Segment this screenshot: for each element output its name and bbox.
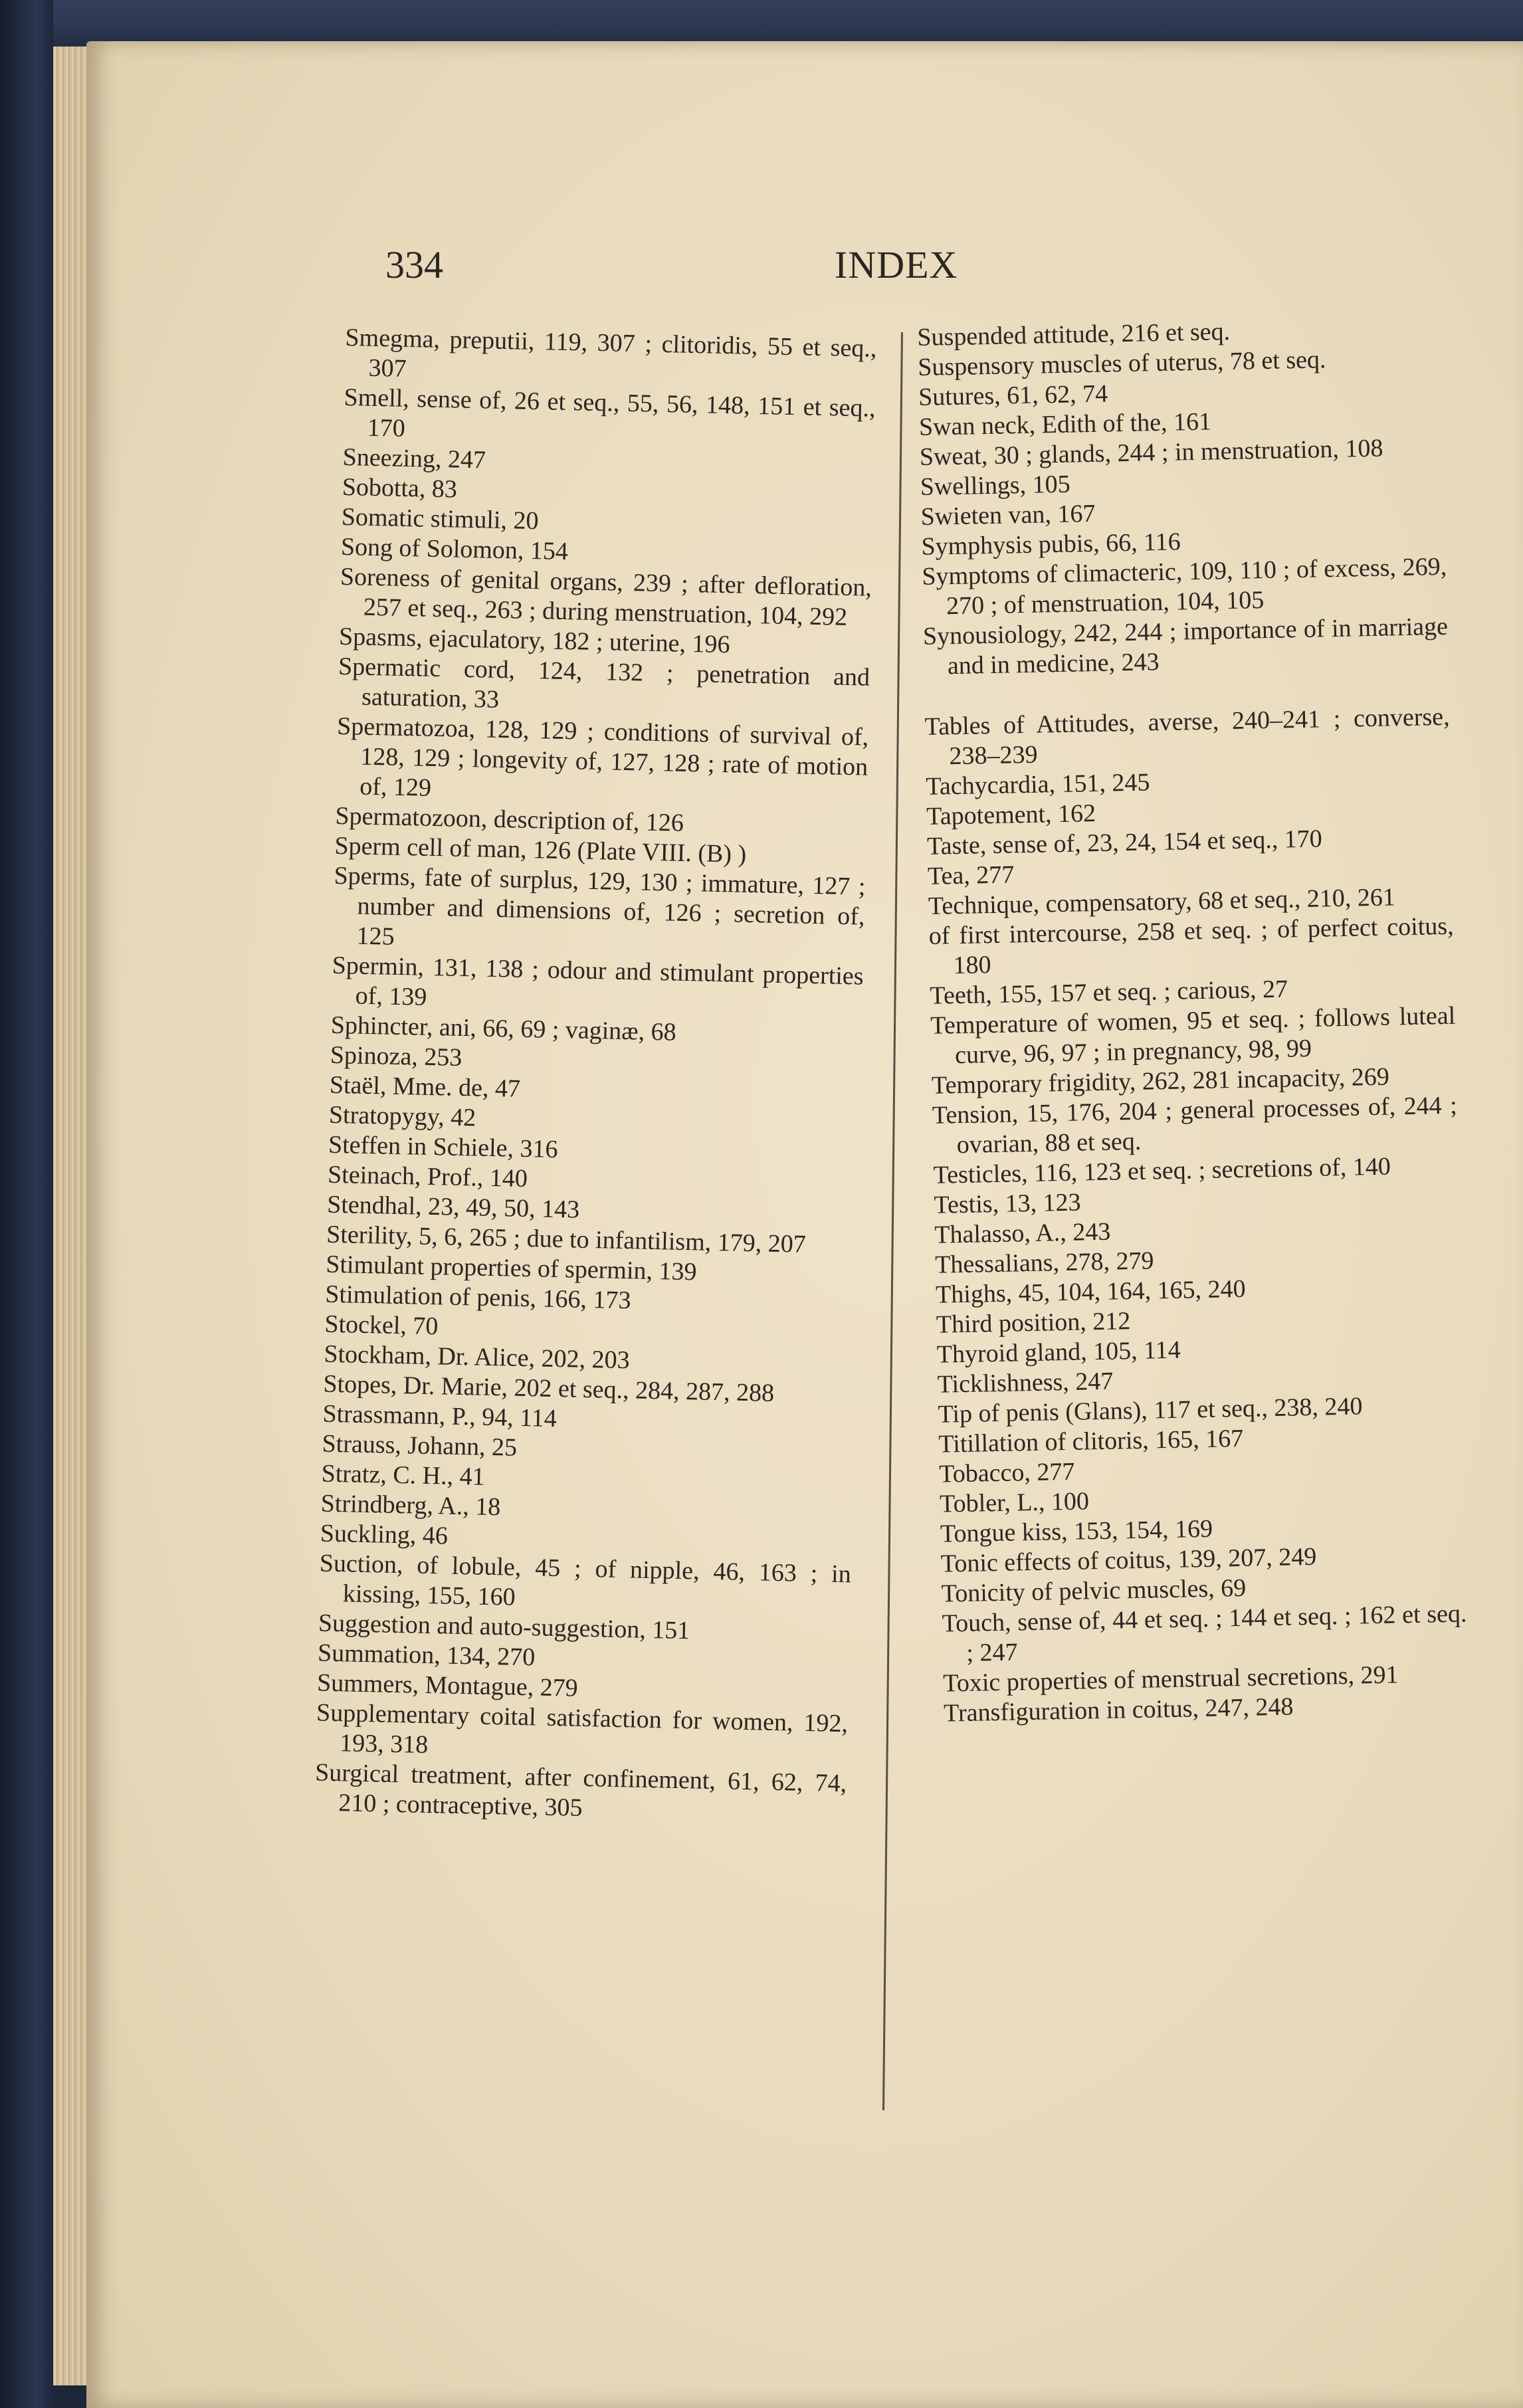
index-entry: Staël, Mme. de, 47 — [329, 1070, 521, 1103]
index-column-right — [917, 313, 1469, 1729]
index-entry: Smegma, preputii, 119, 307 ; clitoridis, 55 et seq., 307 — [345, 323, 877, 383]
index-entry: Strassmann, P., 94, 114 — [322, 1399, 558, 1433]
index-entry: Tapotement, 162 — [926, 799, 1096, 831]
index-entry: Strauss, Johann, 25 — [322, 1429, 518, 1462]
index-entry: Teeth, 155, 157 et seq. ; carious, 27 — [930, 975, 1288, 1010]
index-entry: Strindberg, A., 18 — [320, 1489, 501, 1522]
index-entry: Spermatozoa, 128, 129 ; conditions of survival of, 128, 129 ; longevity of, 127, 128 ; rate of motion of, 129 — [336, 712, 869, 802]
index-entry: Titillation of clitoris, 165, 167 — [938, 1424, 1244, 1458]
index-entry: Stimulant properties of spermin, 139 — [325, 1250, 697, 1286]
index-entry: Steffen in Schiele, 316 — [328, 1130, 558, 1163]
index-entry: Swellings, 105 — [920, 470, 1071, 501]
index-entry: Stockel, 70 — [324, 1310, 439, 1341]
index-entry: Synousiology, 242, 244 ; importance of in marriage and in medicine, 243 — [922, 612, 1449, 680]
index-entry: Spermin, 131, 138 ; odour and stimulant properties of, 139 — [332, 951, 864, 1011]
index-entry: Toxic properties of menstrual secretions, 291 — [942, 1660, 1399, 1698]
index-entry: Tonic effects of coitus, 139, 207, 249 — [940, 1542, 1317, 1578]
index-entry: Tachycardia, 151, 245 — [925, 768, 1150, 801]
index-entry: Sweat, 30 ; glands, 244 ; in menstruation, 108 — [919, 434, 1383, 471]
index-entry: Suggestion and auto-suggestion, 151 — [318, 1609, 690, 1645]
index-entry: Sperms, fate of surplus, 129, 130 ; immature, 127 ; number and dimensions of, 126 ; secretion of, 125 — [334, 861, 866, 951]
index-entry: Smell, sense of, 26 et seq., 55, 56, 148, 151 et seq., 170 — [344, 383, 876, 443]
index-entry: Tension, 15, 176, 204 ; general processes of, 244 ; ovarian, 88 et seq. — [932, 1091, 1458, 1159]
index-entry: Thyroid gland, 105, 114 — [936, 1336, 1181, 1369]
index-entry: Stimulation of penis, 166, 173 — [324, 1280, 631, 1315]
index-entry: Stendhal, 23, 49, 50, 143 — [326, 1190, 580, 1224]
index-entry: Somatic stimuli, 20 — [341, 502, 539, 536]
book-spine-edge — [0, 0, 53, 2408]
index-entry: Tea, 277 — [927, 860, 1015, 890]
index-entry: Supplementary coital satisfaction for women, 192, 193, 318 — [316, 1698, 849, 1759]
index-entry: Spinoza, 253 — [330, 1041, 462, 1072]
index-entry: Tip of penis (Glans), 117 et seq., 238, 240 — [938, 1392, 1363, 1429]
index-entry: Sphincter, ani, 66, 69 ; vaginæ, 68 — [330, 1011, 677, 1047]
index-entry: Song of Solomon, 154 — [340, 532, 569, 566]
index-entry: Steinach, Prof., 140 — [327, 1160, 528, 1193]
index-entry: Spermatic cord, 124, 132 ; penetration and saturation, 33 — [338, 652, 870, 714]
index-entry: Technique, compensatory, 68 et seq., 210, 261 — [928, 883, 1396, 920]
index-entry: Suction, of lobule, 45 ; of nipple, 46, 163 ; in kissing, 155, 160 — [319, 1549, 852, 1611]
index-entry: Third position, 212 — [936, 1307, 1131, 1339]
index-entry: Stopes, Dr. Marie, 202 et seq., 284, 287, 288 — [323, 1369, 775, 1407]
index-entry: Thighs, 45, 104, 164, 165, 240 — [935, 1274, 1246, 1309]
index-entry: Symptoms of climacteric, 109, 110 ; of excess, 269, 270 ; of menstruation, 104, 105 — [921, 552, 1447, 621]
index-entry: Thalasso, A., 243 — [934, 1217, 1111, 1249]
index-entry: Suckling, 46 — [320, 1519, 449, 1550]
index-entry: Swan neck, Edith of the, 161 — [918, 407, 1212, 441]
index-entry: Thessalians, 278, 279 — [934, 1247, 1154, 1279]
index-entry: Swieten van, 167 — [920, 499, 1096, 531]
index-entry: of first intercourse, 258 et seq. ; of perfect coitus, 180 — [928, 912, 1454, 980]
index-entry: Stratz, C. H., 41 — [321, 1459, 486, 1491]
index-entry: Sutures, 61, 62, 74 — [918, 379, 1108, 411]
index-entry: Summation, 134, 270 — [317, 1639, 536, 1672]
index-entry: Suspensory muscles of uterus, 78 et seq. — [917, 346, 1326, 381]
index-entry: Testis, 13, 123 — [934, 1188, 1081, 1219]
index-entry: Surgical treatment, after confinement, 61, 62, 74, 210 ; contraceptive, 305 — [314, 1758, 847, 1822]
index-entry: Stockham, Dr. Alice, 202, 203 — [324, 1340, 631, 1375]
index-entry: Summers, Montague, 279 — [316, 1668, 579, 1702]
index-entry: Ticklishness, 247 — [937, 1367, 1114, 1399]
running-head: INDEX — [835, 243, 958, 286]
index-entry: Suspended attitude, 216 et seq. — [917, 317, 1231, 351]
index-entry: Temperature of women, 95 et seq. ; follows luteal curve, 96, 97 ; in pregnancy, 98, 99 — [930, 1001, 1456, 1070]
index-entry: Tobler, L., 100 — [939, 1487, 1090, 1518]
index-entry: Sperm cell of man, 126 (Plate VIII. (B) ) — [334, 831, 747, 868]
page-number: 334 — [385, 243, 443, 286]
index-entry: Tobacco, 277 — [938, 1457, 1075, 1488]
index-entry: Touch, sense of, 44 et seq. ; 144 et seq. ; 162 et seq. ; 247 — [942, 1599, 1467, 1667]
index-entry: Taste, sense of, 23, 24, 154 et seq., 170 — [926, 825, 1323, 860]
index-entry: Sobotta, 83 — [342, 472, 458, 504]
index-entry: Transfiguration in coitus, 247, 248 — [943, 1692, 1294, 1728]
index-column-left — [314, 323, 877, 1829]
index-entry: Tongue kiss, 153, 154, 169 — [940, 1514, 1213, 1548]
index-entry: Soreness of genital organs, 239 ; after defloration, 257 et seq., 263 ; during menstruation, 104, 292 — [340, 562, 872, 631]
page-header — [385, 243, 970, 296]
index-entry: Tables of Attitudes, averse, 240–241 ; converse, 238–239 — [924, 702, 1450, 771]
index-entry: Sneezing, 247 — [342, 443, 486, 474]
index-entry: Spermatozoon, description of, 126 — [335, 801, 684, 837]
index-entry: Stratopygy, 42 — [328, 1100, 476, 1132]
index-entry: Testicles, 116, 123 et seq. ; secretions of, 140 — [933, 1152, 1391, 1189]
index-entry: Temporary frigidity, 262, 281 incapacity, 269 — [931, 1062, 1390, 1100]
index-entry: Symphysis pubis, 66, 116 — [921, 528, 1181, 561]
index-entry: Tonicity of pelvic muscles, 69 — [941, 1573, 1247, 1608]
index-entry: Sterility, 5, 6, 265 ; due to infantilism, 179, 207 — [326, 1220, 807, 1258]
index-entry: Spasms, ejaculatory, 182 ; uterine, 196 — [338, 622, 730, 659]
